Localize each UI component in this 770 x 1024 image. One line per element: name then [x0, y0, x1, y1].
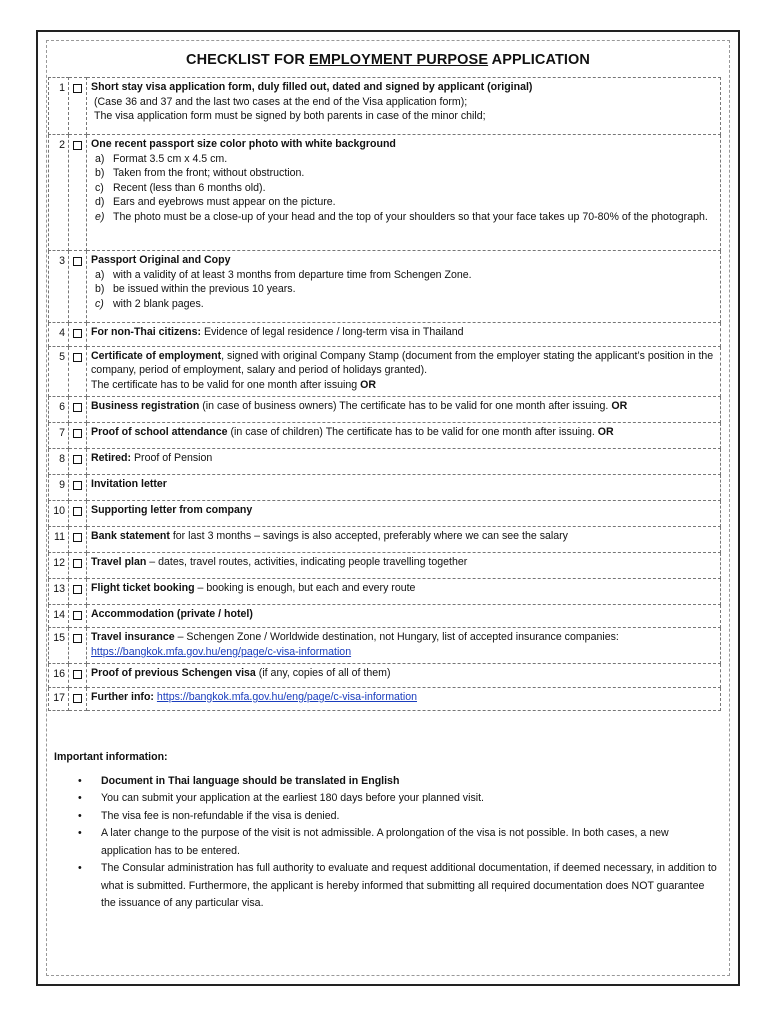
- checklist-row: [49, 78, 721, 135]
- important-bullet: [48, 825, 718, 860]
- sub-list-item: [95, 195, 716, 210]
- sub-list: [91, 268, 716, 312]
- checkbox-icon[interactable]: [73, 455, 82, 464]
- sub-list: [91, 152, 716, 225]
- item-text: [87, 78, 721, 135]
- checklist-row: [49, 664, 721, 688]
- item-title: One recent passport size color photo with white background: [91, 138, 396, 150]
- item-number: 11: [49, 526, 69, 552]
- item-description: Proof of Pension: [131, 451, 213, 464]
- sub-list-item: [95, 152, 716, 167]
- checkbox-icon[interactable]: [73, 403, 82, 412]
- bullet-text: The visa fee is non-refundable if the visa is denied.: [101, 809, 340, 822]
- item-number: 3: [49, 251, 69, 323]
- checklist-row: [49, 628, 721, 664]
- checkbox-cell[interactable]: [69, 474, 87, 500]
- sub-list-text: Ears and eyebrows must appear on the picture.: [113, 196, 336, 209]
- checkbox-cell[interactable]: [69, 687, 87, 711]
- item-text: [87, 526, 721, 552]
- sub-list-marker: b): [95, 167, 105, 180]
- item-text: [87, 552, 721, 578]
- sub-list-text: Recent (less than 6 months old).: [113, 181, 266, 194]
- item-description: for last 3 months – savings is also accepted, preferably where we can see the salary: [169, 529, 568, 542]
- item-number: 7: [49, 422, 69, 448]
- important-information: [48, 749, 718, 913]
- item-description: Evidence of legal residence / long-term visa in Thailand: [201, 326, 464, 338]
- checkbox-icon[interactable]: [73, 585, 82, 594]
- checklist-row: [49, 687, 721, 711]
- item-number: 14: [49, 604, 69, 628]
- checkbox-cell[interactable]: [69, 628, 87, 664]
- sub-list-text: with a validity of at least 3 months from departure time from Schengen Zone.: [113, 268, 472, 281]
- checkbox-cell[interactable]: [69, 664, 87, 688]
- item-text: [87, 135, 721, 251]
- item-number: 4: [49, 323, 69, 347]
- item-description: – Schengen Zone / Worldwide destination, not Hungary, list of accepted insurance companies:: [174, 631, 619, 644]
- item-title: Travel insurance: [91, 631, 175, 644]
- important-bullet: [48, 773, 718, 791]
- item-text: [87, 422, 721, 448]
- sub-list-marker: a): [95, 268, 105, 281]
- checkbox-cell[interactable]: [69, 78, 87, 135]
- item-description: – dates, travel routes, activities, indicating people travelling together: [146, 555, 468, 568]
- checklist-row: [49, 422, 721, 448]
- sub-list-marker: b): [95, 283, 105, 296]
- item-text: [87, 346, 721, 396]
- item-number: 1: [49, 78, 69, 135]
- important-bullet: [48, 790, 718, 808]
- item-text: [87, 687, 721, 711]
- item-text: [87, 396, 721, 422]
- item-number: 6: [49, 396, 69, 422]
- item-title: Invitation letter: [91, 477, 167, 490]
- checklist-row: [49, 500, 721, 526]
- checkbox-icon[interactable]: [73, 329, 82, 338]
- item-title: Retired:: [91, 451, 132, 464]
- item-number: 13: [49, 578, 69, 604]
- bullet-icon: •: [78, 809, 82, 822]
- important-bullet: [48, 860, 718, 913]
- checkbox-cell[interactable]: [69, 422, 87, 448]
- checkbox-cell[interactable]: [69, 251, 87, 323]
- further-info-link[interactable]: https://bangkok.mfa.gov.hu/eng/page/c-visa-information: [156, 690, 418, 703]
- sub-list-text: Format 3.5 cm x 4.5 cm.: [113, 152, 228, 165]
- sub-list-marker: c): [95, 181, 104, 194]
- or-label: OR: [360, 378, 376, 391]
- item-title: Passport Original and Copy: [91, 254, 231, 266]
- sub-list-item: [95, 210, 716, 225]
- insurance-link[interactable]: https://bangkok.mfa.gov.hu/eng/page/c-visa-information: [91, 645, 352, 658]
- item-number: 8: [49, 448, 69, 474]
- checkbox-cell[interactable]: [69, 500, 87, 526]
- checklist-table: [48, 77, 721, 711]
- checkbox-icon[interactable]: [73, 634, 82, 643]
- sub-list-marker: d): [95, 196, 105, 209]
- item-title: Accommodation (private / hotel): [91, 607, 253, 620]
- bullet-text: The Consular administration has full authority to evaluate and request additional documentation, if deemed necessary, in addition to what is submitted. Furthermore, the applicant is hereby informed that submitting all required documentation does NOT guarantee the issuance of any particular visa.: [101, 862, 717, 909]
- checklist-row: [49, 346, 721, 396]
- checklist-row: [49, 552, 721, 578]
- checkbox-icon[interactable]: [73, 141, 82, 150]
- item-title: Certificate of employment: [91, 349, 222, 362]
- item-title: Further info:: [91, 690, 154, 703]
- item-text: [87, 604, 721, 628]
- item-text: [87, 251, 721, 323]
- item-text: [87, 474, 721, 500]
- item-description: (in case of children) The certificate has to be valid for one month after issuing.: [227, 425, 598, 438]
- item-text: [87, 628, 721, 664]
- checklist-row: [49, 448, 721, 474]
- item-title: Proof of school attendance: [91, 425, 228, 438]
- item-title: Supporting letter from company: [91, 503, 253, 516]
- sub-list-item: [95, 268, 716, 283]
- page-title: CHECKLIST FOR EMPLOYMENT PURPOSE APPLICATION: [186, 52, 590, 68]
- item-title: Travel plan: [91, 555, 147, 568]
- important-list: [48, 773, 718, 913]
- sub-list-text: with 2 blank pages.: [113, 297, 204, 310]
- or-label: OR: [611, 399, 628, 412]
- checkbox-icon[interactable]: [73, 611, 82, 620]
- item-note: (Case 36 and 37 and the last two cases at the end of the Visa application form);: [94, 95, 468, 108]
- checklist-frame: [36, 30, 740, 986]
- sub-list-item: [95, 166, 716, 181]
- sub-list-marker: c): [95, 297, 104, 310]
- checkbox-icon[interactable]: [73, 694, 82, 703]
- sub-list-text: be issued within the previous 10 years.: [113, 283, 296, 296]
- bullet-text: Document in Thai language should be translated in English: [101, 774, 400, 787]
- checklist-row: [49, 526, 721, 552]
- item-number: 5: [49, 346, 69, 396]
- bullet-text: You can submit your application at the earliest 180 days before your planned visit.: [101, 792, 484, 804]
- checkbox-icon[interactable]: [73, 533, 82, 542]
- sub-list-item: [95, 282, 716, 297]
- checkbox-cell[interactable]: [69, 346, 87, 396]
- checklist-row: [49, 474, 721, 500]
- item-title: Short stay visa application form, duly filled out, dated and signed by applicant (original): [91, 81, 533, 93]
- checklist-row: [49, 135, 721, 251]
- item-description: , signed with original Company Stamp (document from the employer stating the applicant’s position in the company, period of employment, salary and period of holidays granted).: [91, 349, 714, 377]
- or-label: OR: [597, 425, 614, 438]
- checkbox-cell[interactable]: [69, 135, 87, 251]
- checkbox-cell[interactable]: [69, 604, 87, 628]
- item-number: 10: [49, 500, 69, 526]
- checklist-row: [49, 604, 721, 628]
- checklist-row: [49, 578, 721, 604]
- checkbox-icon[interactable]: [73, 257, 82, 266]
- bullet-text: A later change to the purpose of the visit is not admissible. A prolongation of the visa is not possible. In both cases, a new application has to be entered.: [101, 827, 669, 857]
- checkbox-cell[interactable]: [69, 396, 87, 422]
- bullet-icon: •: [78, 792, 82, 804]
- checkbox-icon[interactable]: [73, 84, 82, 93]
- item-number: 2: [49, 135, 69, 251]
- item-number: 9: [49, 474, 69, 500]
- bullet-icon: •: [78, 827, 82, 839]
- bullet-icon: •: [78, 862, 82, 874]
- item-title: Bank statement: [91, 529, 170, 542]
- item-note: The visa application form must be signed by both parents in case of the minor child;: [94, 110, 486, 123]
- checkbox-icon[interactable]: [73, 670, 82, 679]
- checklist-row: [49, 251, 721, 323]
- checkbox-icon[interactable]: [73, 481, 82, 490]
- item-number: 12: [49, 552, 69, 578]
- item-description: (in case of business owners) The certificate has to be valid for one month after issuing.: [199, 399, 612, 412]
- sub-list-marker: a): [95, 152, 105, 165]
- checkbox-icon[interactable]: [73, 559, 82, 568]
- item-number: 17: [49, 687, 69, 711]
- sub-list-item: [95, 181, 716, 196]
- item-description: (if any, copies of all of them): [255, 667, 391, 680]
- important-bullet: [48, 808, 718, 826]
- important-heading: Important information:: [54, 751, 168, 763]
- sub-list-item: [95, 297, 716, 312]
- item-note: The certificate has to be valid for one month after issuing OR: [91, 378, 376, 391]
- checkbox-cell[interactable]: [69, 552, 87, 578]
- sub-list-marker: e): [95, 210, 105, 223]
- item-text: [87, 448, 721, 474]
- sub-list-text: Taken from the front; without obstruction.: [113, 167, 305, 180]
- checklist-row: [49, 396, 721, 422]
- checkbox-cell[interactable]: [69, 578, 87, 604]
- item-title: For non-Thai citizens:: [91, 326, 202, 338]
- item-text: [87, 664, 721, 688]
- checklist-row: [49, 323, 721, 347]
- item-text: [87, 578, 721, 604]
- item-number: 15: [49, 628, 69, 664]
- item-description: – booking is enough, but each and every route: [194, 581, 416, 594]
- item-title: Proof of previous Schengen visa: [91, 667, 256, 680]
- sub-list-text: The photo must be a close-up of your head and the top of your shoulders so that your face takes up 70-80% of the photograph.: [113, 210, 708, 223]
- item-number: 16: [49, 664, 69, 688]
- item-title: Business registration: [91, 399, 200, 412]
- checkbox-icon[interactable]: [73, 507, 82, 516]
- checkbox-cell[interactable]: [69, 526, 87, 552]
- item-text: [87, 323, 721, 347]
- checkbox-cell[interactable]: [69, 448, 87, 474]
- bullet-icon: •: [78, 774, 82, 787]
- checkbox-icon[interactable]: [73, 429, 82, 438]
- checkbox-icon[interactable]: [73, 353, 82, 362]
- checkbox-cell[interactable]: [69, 323, 87, 347]
- item-title: Flight ticket booking: [91, 581, 195, 594]
- item-text: [87, 500, 721, 526]
